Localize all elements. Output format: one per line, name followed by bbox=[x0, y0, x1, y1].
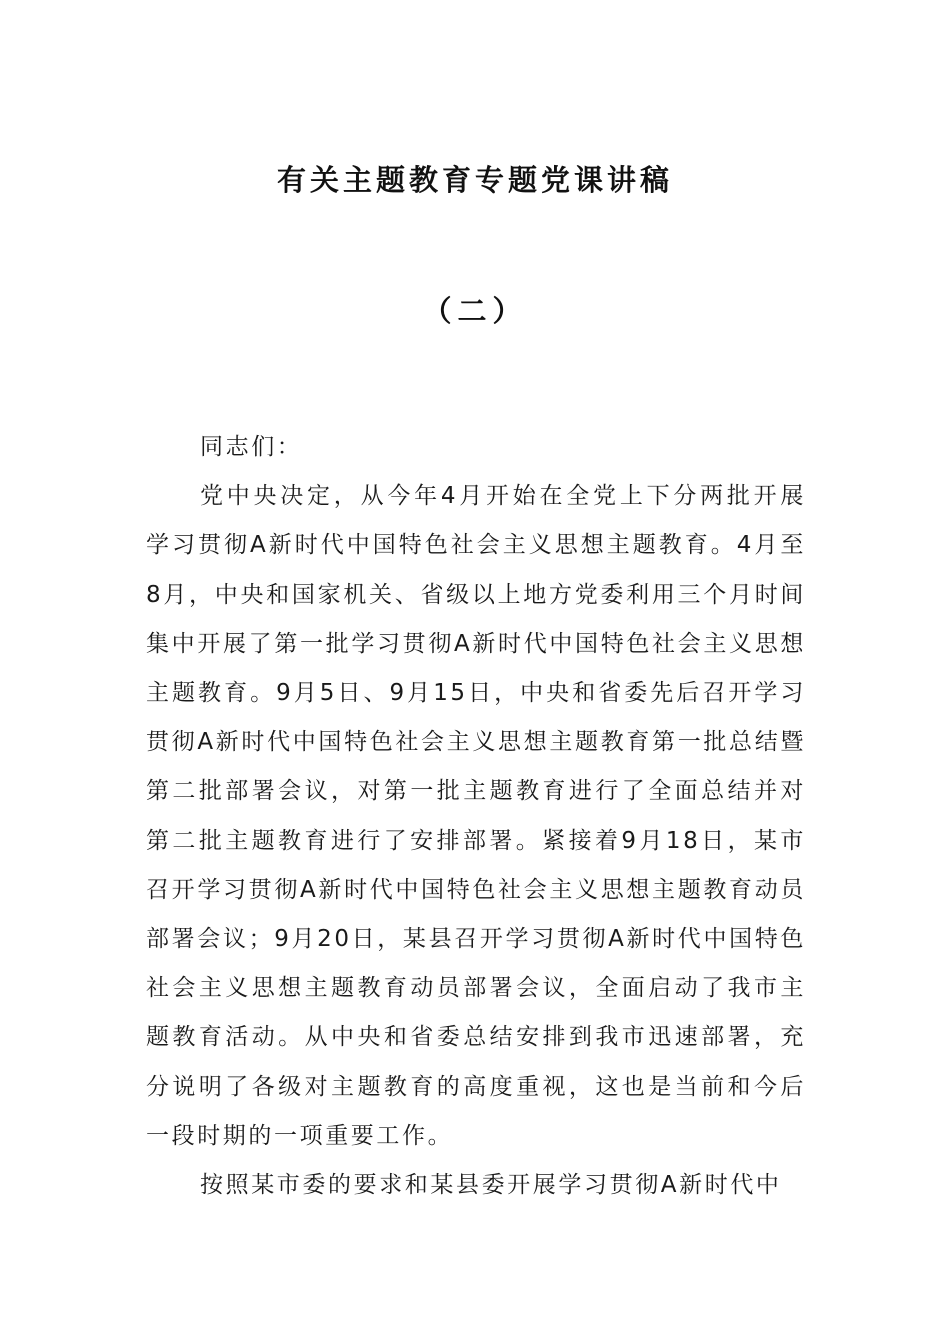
paragraph-2: 按照某市委的要求和某县委开展学习贯彻A新时代中 bbox=[200, 1172, 782, 1199]
paragraph-1: 党中央决定，从今年4月开始在全党上下分两批开展学习贯彻A新时代中国特色社会主义思想主题教育。4月至8月，中央和国家机关、省级以上地方党委利用三个月时间集中开展了第一批学习贯彻A新时代中国特色社会主义思想主题教育。9月5日、9月15日，中央和省委先后召开学习贯彻A新时代中国特色社会主义思想主题教育第一批总结暨第二批部署会议，对第一批主题教育进行了全面总结并对第二批主题教育进行了安排部署。紧接着9月18日，某市召开学习贯彻A新时代中国特色社会主义思想主题教育动员部署会议；9月20日，某县召开学习贯彻A新时代中国特色社会主义思想主题教育动员部署会议，全面启动了我市主题教育活动。从中央和省委总结安排到我市迅速部署，充分说明了各级对主题教育的高度重视，这也是当前和今后一段时期的一项重要工作。 bbox=[146, 483, 806, 1149]
document-body bbox=[146, 423, 806, 1210]
document-title: 有关主题教育专题党课讲稿 bbox=[276, 163, 673, 197]
salutation: 同志们： bbox=[200, 434, 303, 460]
document-subtitle: （二） bbox=[422, 294, 528, 328]
